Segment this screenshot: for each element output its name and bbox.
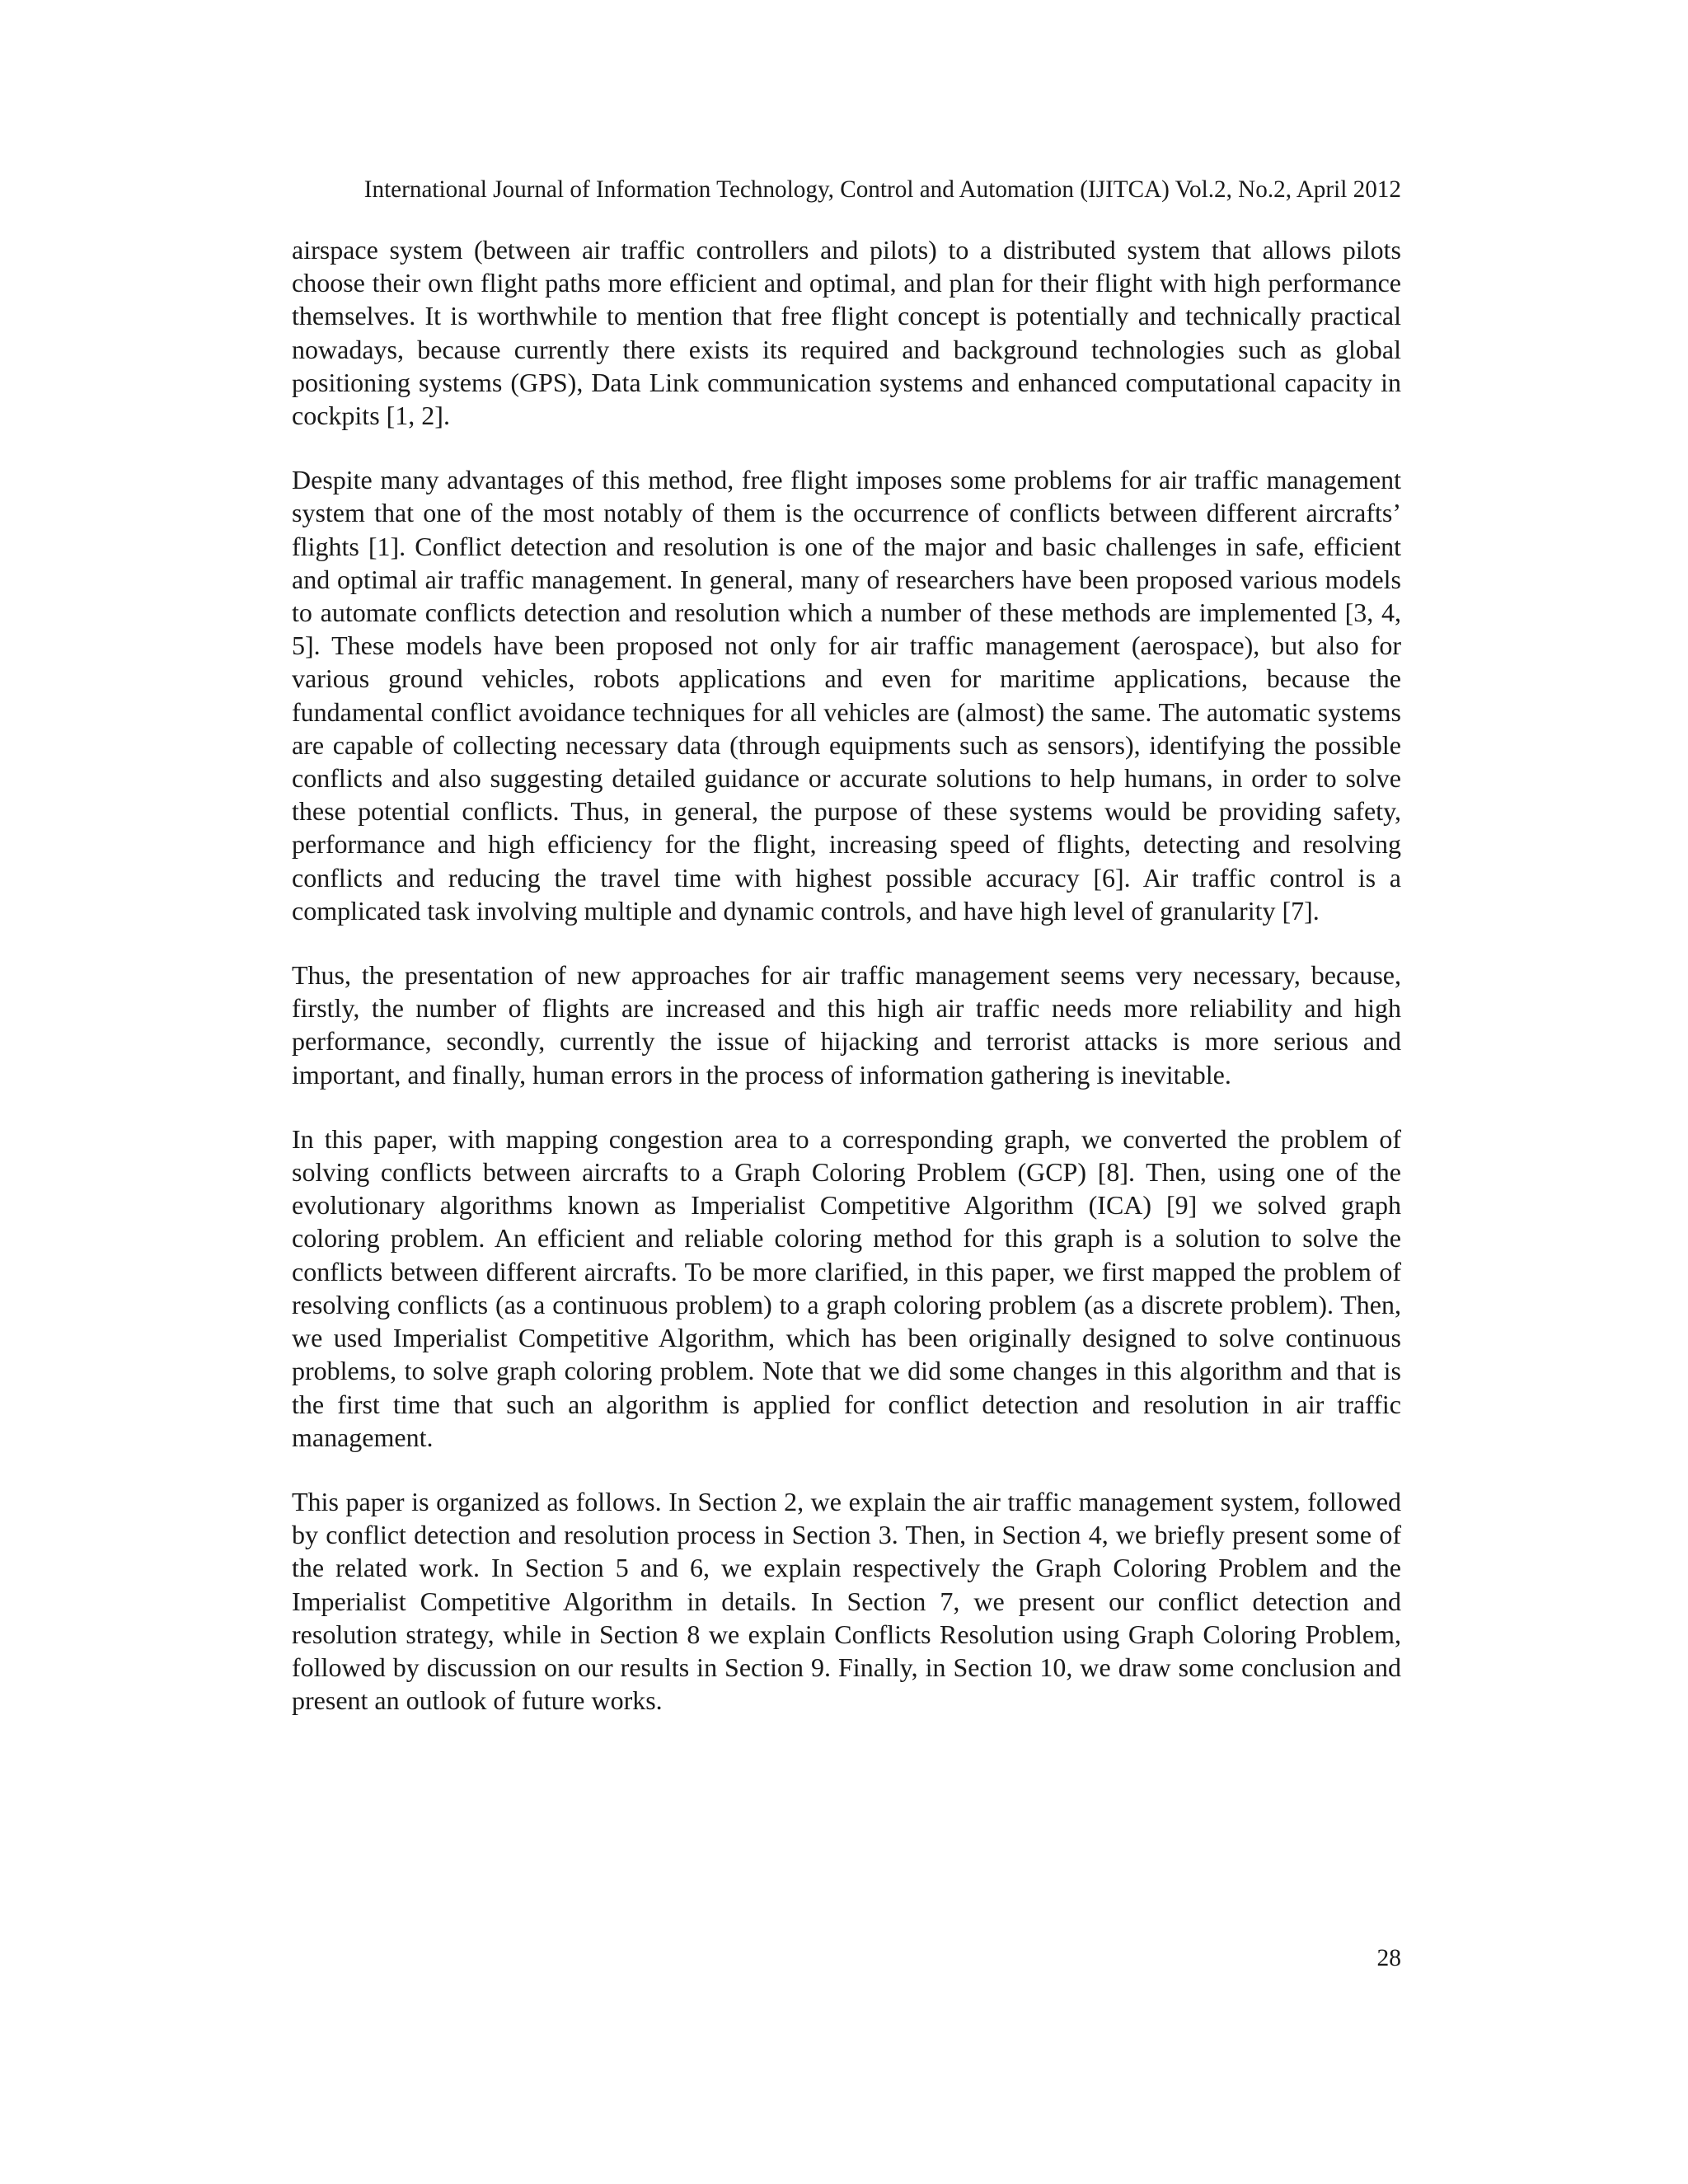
paragraph-conflict-detection: Despite many advantages of this method, free flight imposes some problems for air traffic management system that one of the most notably of them is the occurrence of conflicts between different aircrafts’ flights [1]. Conflict detection and resolution is one of the major and basic challenges in safe, efficient and optimal air traffic management. In general, many of researchers have been proposed various models to automate conflicts detection and resolution which a number of these methods are implemented [3, 4, 5]. These models have been proposed not only for air traffic management (aerospace), but also for various ground vehicles, robots applications and even for maritime applications, because the fundamental conflict avoidance techniques for all vehicles are (almost) the same. The automatic systems are capable of collecting necessary data (through equipments such as sensors), identifying the possible conflicts and also suggesting detailed guidance or accurate solutions to help humans, in order to solve these potential conflicts. Thus, in general, the purpose of these systems would be providing safety, performance and high efficiency for the flight, increasing speed of flights, detecting and resolving conflicts and reducing the travel time with highest possible accuracy [6]. Air traffic control is a complicated task involving multiple and dynamic controls, and have high level of granularity [7].: [292, 465, 1401, 926]
paragraph-contribution: In this paper, with mapping congestion area to a corresponding graph, we converted the problem of solving conflicts between aircrafts to a Graph Coloring Problem (GCP) [8]. Then, using one of the evolutionary algorithms known as Imperialist Competitive Algorithm (ICA) [9] we solved graph coloring problem. An efficient and reliable coloring method for this graph is a solution to solve the conflicts between different aircrafts. To be more clarified, in this paper, we first mapped the problem of resolving conflicts (as a continuous problem) to a graph coloring problem (as a discrete problem). Then, we used Imperialist Competitive Algorithm, which has been originally designed to solve continuous problems, to solve graph coloring problem. Note that we did some changes in this algorithm and that is the first time that such an algorithm is applied for conflict detection and resolution in air traffic management.: [292, 1123, 1401, 1452]
body-text: [292, 233, 1401, 1748]
running-header: International Journal of Information Technology, Control and Automation (IJITCA) Vol.2, No.2, April 2012: [363, 176, 1401, 203]
paragraph-motivation: Thus, the presentation of new approaches for air traffic management seems very necessary, because, firstly, the number of flights are increased and this high air traffic needs more reliability and high performance, secondly, currently the issue of hijacking and terrorist attacks is more serious and important, and finally, human errors in the process of information gathering is inevitable.: [292, 960, 1401, 1090]
paragraph-organization: This paper is organized as follows. In Section 2, we explain the air traffic management system, followed by conflict detection and resolution process in Section 3. Then, in Section 4, we briefly present some of the related work. In Section 5 and 6, we explain respectively the Graph Coloring Problem and the Imperialist Competitive Algorithm in details. In Section 7, we present our conflict detection and resolution strategy, while in Section 8 we explain Conflicts Resolution using Graph Coloring Problem, followed by discussion on our results in Section 9. Finally, in Section 10, we draw some conclusion and present an outlook of future works.: [292, 1486, 1401, 1716]
page-number: 28: [1376, 1945, 1401, 1971]
paragraph-free-flight-intro: airspace system (between air traffic controllers and pilots) to a distributed system that allows pilots choose their own flight paths more efficient and optimal, and plan for their flight with high performance themselves. It is worthwhile to mention that free flight concept is potentially and technically practical nowadays, because currently there exists its required and background technologies such as global positioning systems (GPS), Data Link communication systems and enhanced computational capacity in cockpits [1, 2].: [292, 235, 1401, 431]
